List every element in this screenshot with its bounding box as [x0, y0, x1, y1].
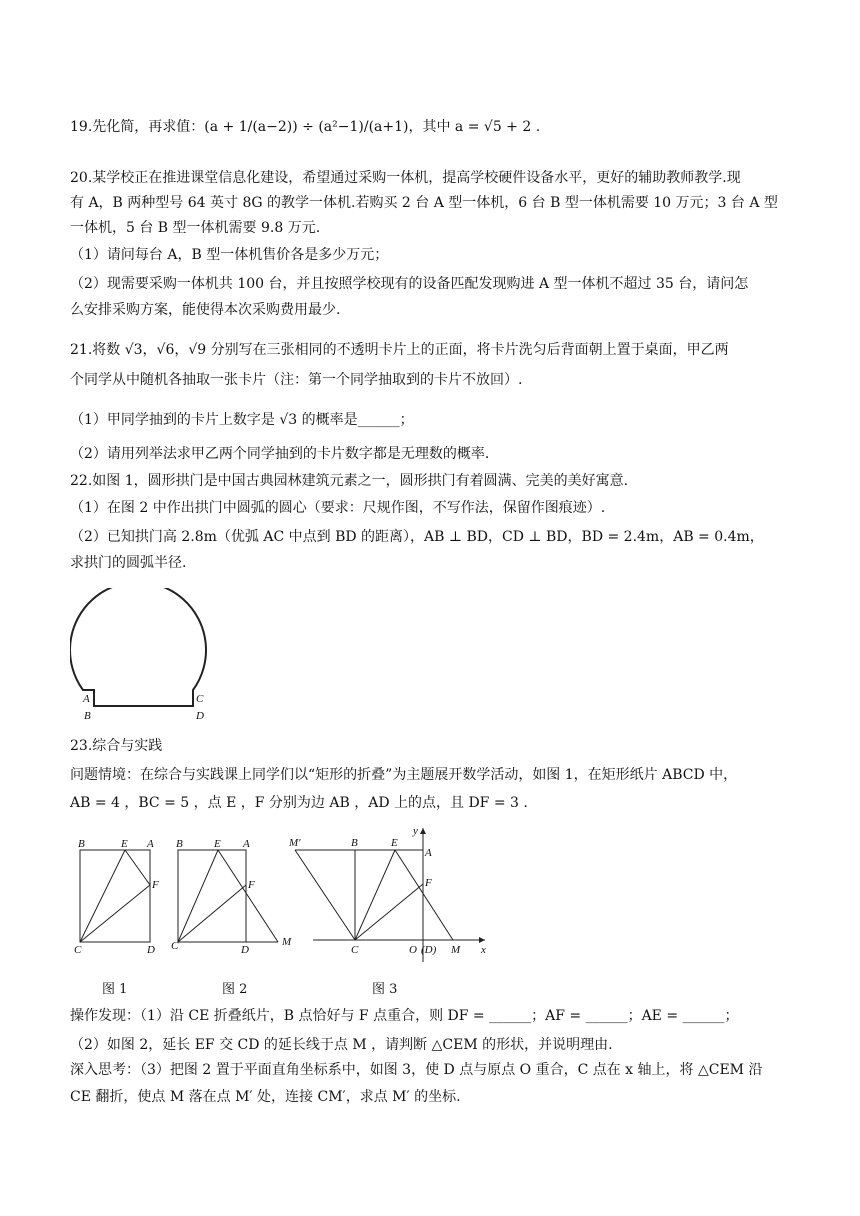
fig2-label-m: M — [282, 936, 292, 948]
caption-fig2: 图 2 — [222, 982, 248, 997]
figure-1 — [70, 835, 170, 955]
arch-label-d: D — [196, 710, 204, 722]
fig1-label-a: A — [147, 838, 154, 850]
caption-fig3: 图 3 — [372, 982, 398, 997]
q23-deep2: CE 翻折，使点 M 落在点 M′ 处，连接 CM′，求点 M′ 的坐标. — [70, 1089, 461, 1105]
arch-label-c: C — [196, 693, 204, 705]
caption-fig1: 图 1 — [102, 982, 128, 997]
q21-line1: 21.将数 √3，√6，√9 分别写在三张相同的不透明卡片上的正面，将卡片洗匀后背面朝上置于桌面，甲乙两 — [70, 342, 729, 358]
q23-deep1: 深入思考：（3）把图 2 置于平面直角坐标系中，如图 3，使 D 点与原点 O 重合，C 点在 x 轴上，将 △CEM 沿 — [70, 1062, 763, 1078]
fig1-label-b: B — [78, 838, 85, 850]
fig3-label-y: y — [413, 825, 418, 837]
fig1-label-c: C — [74, 944, 82, 955]
fig2-label-b: B — [176, 838, 183, 850]
fig3-label-x: x — [481, 944, 486, 956]
fig2-label-a: A — [243, 838, 250, 850]
fig3-label-m: M — [451, 944, 461, 956]
q21-line2: 个同学从中随机各抽取一张卡片（注：第一个同学抽取到的卡片不放回）. — [70, 372, 523, 388]
fig3-label-b: B — [351, 837, 358, 849]
fig3-label-o: O — [409, 944, 417, 956]
fig3-label-f: F — [425, 877, 432, 889]
fig3-label-c: C — [351, 944, 359, 956]
figure-2 — [168, 835, 298, 955]
q20-part1: （1）请问每台 A，B 型一体机售价各是多少万元； — [70, 247, 389, 263]
q20-line3: 一体机，5 台 B 型一体机需要 9.8 万元. — [70, 220, 321, 236]
q20-line1: 20.某学校正在推进课堂信息化建设，希望通过采购一体机，提高学校硬件设备水平，更好的辅助教师教学.现 — [70, 170, 741, 186]
q20-line2: 有 A，B 两种型号 64 英寸 8G 的教学一体机.若购买 2 台 A 型一体机，6 台 B 型一体机需要 10 万元；3 台 A 型 — [70, 195, 778, 211]
q23-op1: 操作发现：（1）沿 CE 折叠纸片，B 点恰好与 F 点重合，则 DF = ______；AF = ______；AE = ______； — [70, 1008, 739, 1024]
q22-part2a: （2）已知拱门高 2.8m（优弧 AC 中点到 BD 的距离），AB ⊥ BD，CD ⊥ BD，BD = 2.4m，AB = 0.4m， — [70, 529, 764, 545]
fig2-label-f: F — [248, 879, 255, 891]
fig2-label-e: E — [214, 838, 221, 850]
fig2-label-c: C — [171, 940, 179, 952]
fig1-label-e: E — [121, 838, 128, 850]
q23-title: 23.综合与实践 — [70, 738, 163, 754]
q21-part1: （1）甲同学抽到的卡片上数字是 √3 的概率是______； — [70, 412, 414, 428]
fig3-label-od: (D) — [421, 944, 437, 956]
arch-door-figure — [70, 588, 230, 728]
figure-3 — [285, 822, 495, 970]
q21-part2: （2）请用列举法求甲乙两个同学抽到的卡片数字都是无理数的概率. — [70, 446, 490, 462]
q23-line2: AB = 4 ，BC = 5 ，点 E ，F 分别为边 AB ，AD 上的点，且 DF = 3 . — [70, 795, 528, 811]
fig1-label-f: F — [152, 879, 159, 891]
fig3-label-a: A — [425, 847, 432, 859]
q22-part2b: 求拱门的圆弧半径. — [70, 555, 187, 571]
fig1-label-d: D — [147, 944, 155, 955]
q19-line: 19.先化简，再求值：(a + 1/(a−2)) ÷ (a²−1)/(a+1)，其中 a = √5 + 2 . — [70, 119, 541, 135]
q20-part2a: （2）现需要采购一体机共 100 台，并且按照学校现有的设备匹配发现购进 A 型一体机不超过 35 台，请问怎 — [70, 276, 749, 292]
q23-line1: 问题情境：在综合与实践课上同学们以“矩形的折叠”为主题展开数学活动，如图 1，在矩形纸片 ABCD 中， — [70, 767, 738, 783]
q23-op2: （2）如图 2，延长 EF 交 CD 的延长线于点 M ，请判断 △CEM 的形状，并说明理由. — [70, 1037, 613, 1053]
arch-label-a: A — [83, 693, 90, 705]
fig3-label-mprime: M′ — [289, 837, 301, 849]
fig3-label-e: E — [391, 837, 398, 849]
q20-part2b: 么安排采购方案，能使得本次采购费用最少. — [70, 302, 341, 318]
q22-line1: 22.如图 1，圆形拱门是中国古典园林建筑元素之一，圆形拱门有着圆满、完美的美好寓意. — [70, 473, 629, 489]
q22-part1: （1）在图 2 中作出拱门中圆弧的圆心（要求：尺规作图，不写作法，保留作图痕迹）. — [70, 500, 606, 516]
fig2-label-d: D — [241, 944, 249, 955]
arch-label-b: B — [84, 710, 91, 722]
